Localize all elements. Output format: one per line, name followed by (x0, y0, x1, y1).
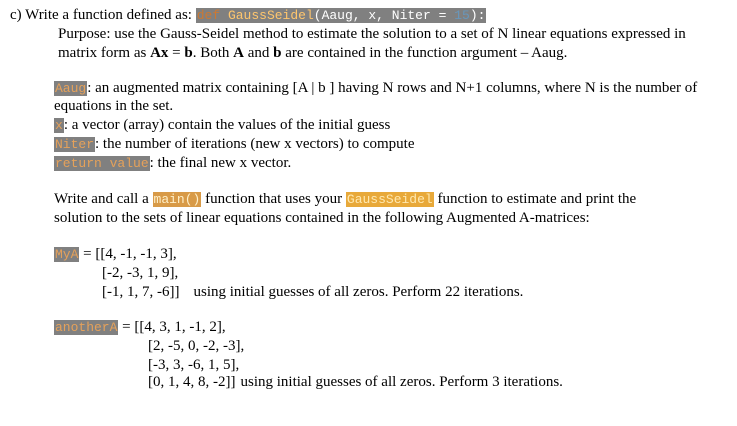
purpose-mid: . Both (192, 45, 234, 61)
mya-row-1 (54, 245, 177, 264)
param-code-niter: Niter (55, 137, 95, 152)
param-text-aaug: : an augmented matrix containing [A | b ] having N rows and N+1 columns, where N is the number of (87, 80, 698, 96)
anothera-row-text-2: [2, -5, 0, -2, -3], (148, 338, 245, 354)
bold-ax: Ax (150, 45, 169, 61)
param-return (54, 154, 291, 173)
main-text-b: function that uses your (201, 191, 346, 207)
heading-line (10, 6, 486, 25)
bold-A: A (233, 45, 244, 61)
code-function-name: GaussSeidel (227, 8, 314, 23)
code-gaussseidel: GaussSeidel (346, 192, 433, 207)
anothera-row-text-3: [-3, 3, -6, 1, 5], (148, 357, 240, 373)
mya-row-text-2: [-2, -3, 1, 9], (102, 265, 179, 281)
code-end: ): (469, 8, 486, 23)
param-text-aaug-cont: equations in the set. (54, 98, 174, 114)
heading-prefix: c) Write a function defined as: (10, 7, 196, 23)
mya-note: using initial guesses of all zeros. Perform 22 iterations. (193, 284, 524, 300)
main-para-line-2 (54, 209, 590, 228)
param-text-return: : the final new x vector. (149, 155, 292, 171)
mya-row-3 (102, 283, 523, 302)
main-text-a: Write and call a (54, 191, 153, 207)
param-code-x: x (55, 118, 63, 133)
param-text-niter: : the number of iterations (new x vectors) to compute (95, 136, 415, 152)
purpose-and: and (244, 45, 274, 61)
bold-b: b (184, 45, 193, 61)
purpose-text-2a: matrix form as (58, 45, 151, 61)
bold-b-2: b (273, 45, 282, 61)
anothera-note: using initial guesses of all zeros. Perform 3 iterations. (240, 374, 563, 390)
function-signature-code (196, 8, 487, 23)
main-para-line-1 (54, 190, 636, 209)
mya-row-2 (102, 264, 178, 283)
param-niter (54, 135, 415, 154)
code-main: main() (153, 192, 201, 207)
param-code-aaug: Aaug (55, 81, 87, 96)
param-x (54, 116, 390, 135)
purpose-eq: = (168, 45, 185, 61)
code-keyword-def: def (196, 8, 221, 23)
purpose-line-1 (58, 25, 686, 44)
purpose-end: are contained in the function argument – Aaug. (281, 45, 568, 61)
code-args: (Aaug, x, Niter = (313, 8, 455, 23)
purpose-line-2 (58, 44, 567, 63)
param-aaug (54, 79, 697, 98)
param-aaug-cont (54, 97, 173, 116)
param-code-return: return value (55, 156, 149, 171)
code-mya: MyA (55, 247, 79, 262)
code-anothera: anotherA (55, 320, 118, 335)
purpose-text-1: Purpose: use the Gauss-Seidel method to estimate the solution to a set of N linear equations expressed in (58, 26, 686, 42)
mya-row-text-1: = [[4, -1, -1, 3], (83, 246, 177, 262)
code-default-number: 15 (454, 8, 470, 23)
anothera-row-text-1: = [[4, 3, 1, -1, 2], (122, 319, 226, 335)
anothera-row-text-4: [0, 1, 4, 8, -2]] (148, 374, 236, 390)
main-text-line-2: solution to the sets of linear equations contained in the following Augmented A-matrices: (54, 210, 590, 226)
anothera-row-2 (148, 337, 244, 356)
param-text-x: : a vector (array) contain the values of the initial guess (63, 117, 391, 133)
anothera-row-4 (148, 373, 563, 392)
mya-row-text-3: [-1, 1, 7, -6]] (102, 284, 180, 300)
main-text-c: function to estimate and print the (433, 191, 637, 207)
anothera-row-1 (54, 318, 226, 337)
